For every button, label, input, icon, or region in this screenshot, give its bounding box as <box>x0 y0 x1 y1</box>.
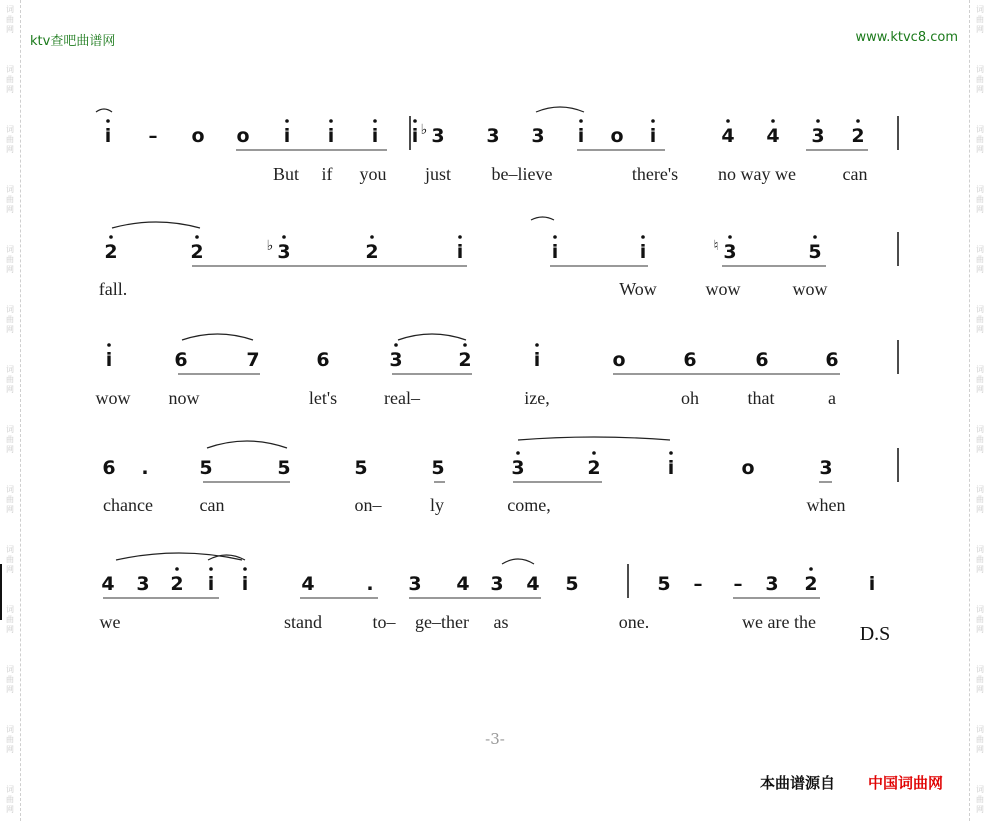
lyric-word: can <box>842 164 868 184</box>
octave-dot <box>809 567 813 571</box>
octave-dot <box>651 119 655 123</box>
note-digit: 2 <box>458 349 472 371</box>
slur-arc <box>182 334 253 340</box>
note-digit: 5 <box>808 241 822 263</box>
octave-dot <box>413 119 417 123</box>
slur-arc <box>502 559 534 564</box>
note-digit: 2 <box>170 573 184 595</box>
note-digit: 2 <box>104 241 118 263</box>
note-digit: 5 <box>277 457 291 479</box>
lyric-word: ly <box>429 495 445 515</box>
dotted-note: . <box>366 573 374 595</box>
note-digit: i <box>551 241 559 263</box>
note-digit: 6 <box>825 349 839 371</box>
side-watermark: 词 曲 网 <box>6 485 14 514</box>
slur-arc <box>96 109 112 112</box>
lyric-word: stand <box>284 612 322 632</box>
note-digit: 3 <box>431 125 445 147</box>
lyric-word: wow <box>705 279 741 299</box>
side-watermark: 词 曲 网 <box>976 725 984 754</box>
lyric-word: if <box>321 164 333 184</box>
octave-dot <box>106 119 110 123</box>
lyric-word: fall. <box>98 279 128 299</box>
side-watermark: 词 曲 网 <box>6 725 14 754</box>
note-digit: 3 <box>277 241 291 263</box>
note-digit: 5 <box>657 573 671 595</box>
octave-dot <box>243 567 247 571</box>
octave-dot <box>641 235 645 239</box>
note-digit: i <box>411 125 419 147</box>
note-digit: 4 <box>721 125 735 147</box>
side-watermark: 词 曲 网 <box>6 5 14 34</box>
lyric-word: you <box>359 164 387 184</box>
note-digit: i <box>868 573 876 595</box>
side-watermark: 词 曲 网 <box>6 785 14 814</box>
note-digit: – <box>148 126 158 147</box>
note-digit: o <box>610 125 624 147</box>
note-digit: i <box>577 125 585 147</box>
slur-arc <box>536 107 584 112</box>
side-watermark: 词 曲 网 <box>6 245 14 274</box>
lyric-word: chance <box>103 495 153 515</box>
lyric-word: ize, <box>524 388 550 408</box>
note-digit: 2 <box>804 573 818 595</box>
slur-arc <box>116 553 242 560</box>
note-digit: 2 <box>190 241 204 263</box>
side-watermark: 词 曲 网 <box>976 65 984 94</box>
note-digit: o <box>191 125 205 147</box>
lyric-word: wow <box>792 279 828 299</box>
ds-mark: D.S <box>859 623 891 645</box>
accidental-sign: ♮ <box>713 238 719 254</box>
note-digit: i <box>649 125 657 147</box>
slur-arc <box>207 441 287 448</box>
lyric-word: a <box>828 388 836 408</box>
side-watermark: 词 曲 网 <box>6 365 14 394</box>
note-digit: 6 <box>683 349 697 371</box>
octave-dot <box>370 235 374 239</box>
lyric-word: just <box>424 164 452 184</box>
side-watermark: 词 曲 网 <box>976 125 984 154</box>
note-digit: 2 <box>365 241 379 263</box>
lyric-word: oh <box>681 388 699 408</box>
note-digit: o <box>612 349 626 371</box>
lyric-word: But <box>272 164 300 184</box>
side-watermark: 词 曲 网 <box>976 665 984 694</box>
side-watermark: 词 曲 网 <box>6 125 14 154</box>
lyric-word: there's <box>631 164 679 184</box>
octave-dot <box>516 451 520 455</box>
side-watermark: 词 曲 网 <box>976 785 984 814</box>
side-watermark: 词 曲 网 <box>976 305 984 334</box>
note-digit: – <box>733 574 743 595</box>
lyric-word: no way we <box>718 164 796 184</box>
note-digit: 2 <box>851 125 865 147</box>
note-digit: 6 <box>316 349 330 371</box>
note-digit: i <box>241 573 249 595</box>
note-digit: i <box>207 573 215 595</box>
octave-dot <box>463 343 467 347</box>
side-watermark: 词 曲 网 <box>6 425 14 454</box>
note-digit: 3 <box>531 125 545 147</box>
lyric-word: wow <box>95 388 131 408</box>
lyric-word: to– <box>372 612 396 632</box>
octave-dot <box>856 119 860 123</box>
site-name-header: ktv查吧曲谱网 <box>30 34 116 49</box>
octave-dot <box>816 119 820 123</box>
octave-dot <box>579 119 583 123</box>
note-digit: 4 <box>526 573 540 595</box>
note-digit: 5 <box>565 573 579 595</box>
octave-dot <box>458 235 462 239</box>
octave-dot <box>394 343 398 347</box>
octave-dot <box>771 119 775 123</box>
source-label: 本曲谱源自 <box>760 774 836 792</box>
lyric-word: we <box>99 612 121 632</box>
note-digit: 4 <box>766 125 780 147</box>
lyric-word: can <box>199 495 225 515</box>
source-site-name: 中国词曲网 <box>868 774 944 792</box>
note-digit: 2 <box>587 457 601 479</box>
note-digit: i <box>327 125 335 147</box>
page-number: -3- <box>485 730 505 748</box>
note-digit: 4 <box>301 573 315 595</box>
note-digit: i <box>456 241 464 263</box>
octave-dot <box>373 119 377 123</box>
note-digit: i <box>104 125 112 147</box>
side-watermark: 词 曲 网 <box>6 665 14 694</box>
lyric-word: let's <box>308 388 338 408</box>
octave-dot <box>553 235 557 239</box>
note-digit: 3 <box>723 241 737 263</box>
octave-dot <box>592 451 596 455</box>
lyric-word: as <box>493 612 509 632</box>
dotted-note: . <box>141 457 149 479</box>
slur-arc <box>518 437 670 440</box>
lyric-word: on– <box>354 495 382 515</box>
lyric-word: ge–ther <box>415 612 469 632</box>
side-watermark: 词 曲 网 <box>976 365 984 394</box>
slur-arc <box>112 222 200 228</box>
side-watermark: 词 曲 网 <box>976 185 984 214</box>
octave-dot <box>329 119 333 123</box>
octave-dot <box>669 451 673 455</box>
lyric-word: that <box>747 388 775 408</box>
octave-dot <box>107 343 111 347</box>
side-watermark: 词 曲 网 <box>976 425 984 454</box>
octave-dot <box>209 567 213 571</box>
lyric-word: come, <box>507 495 551 515</box>
note-digit: 3 <box>819 457 833 479</box>
note-digit: i <box>283 125 291 147</box>
note-digit: – <box>693 574 703 595</box>
slur-arc <box>398 334 466 340</box>
side-watermark: 词 曲 网 <box>976 5 984 34</box>
lyric-word: now <box>168 388 200 408</box>
side-watermark: 词 曲 网 <box>6 305 14 334</box>
note-digit: 3 <box>490 573 504 595</box>
note-digit: i <box>667 457 675 479</box>
note-digit: 6 <box>102 457 116 479</box>
note-digit: i <box>639 241 647 263</box>
note-digit: 3 <box>511 457 525 479</box>
octave-dot <box>195 235 199 239</box>
note-digit: o <box>236 125 250 147</box>
side-watermark: 词 曲 网 <box>6 65 14 94</box>
note-digit: 6 <box>174 349 188 371</box>
lyric-word: be–lieve <box>491 164 553 184</box>
octave-dot <box>175 567 179 571</box>
note-digit: 6 <box>755 349 769 371</box>
octave-dot <box>728 235 732 239</box>
accidental-sign: ♭ <box>420 122 428 138</box>
note-digit: 3 <box>486 125 500 147</box>
octave-dot <box>285 119 289 123</box>
slur-arc <box>531 217 554 220</box>
note-digit: 7 <box>246 349 260 371</box>
lyric-word: when <box>806 495 846 515</box>
side-watermark: 词 曲 网 <box>976 545 984 574</box>
lyric-word: one. <box>618 612 650 632</box>
note-digit: 3 <box>408 573 422 595</box>
octave-dot <box>282 235 286 239</box>
octave-dot <box>726 119 730 123</box>
note-digit: 5 <box>354 457 368 479</box>
octave-dot <box>109 235 113 239</box>
note-digit: o <box>741 457 755 479</box>
note-digit: i <box>371 125 379 147</box>
note-digit: 4 <box>456 573 470 595</box>
side-watermark: 词 曲 网 <box>976 245 984 274</box>
side-watermark: 词 曲 网 <box>6 185 14 214</box>
lyric-word: we are the <box>742 612 816 632</box>
note-digit: 5 <box>199 457 213 479</box>
note-digit: 5 <box>431 457 445 479</box>
note-digit: 3 <box>811 125 825 147</box>
accidental-sign: ♭ <box>266 238 274 254</box>
note-digit: 3 <box>136 573 150 595</box>
side-watermark: 词 曲 网 <box>6 545 14 574</box>
octave-dot <box>535 343 539 347</box>
site-url-header: www.ktvc8.com <box>855 30 958 45</box>
lyric-word: Wow <box>619 279 657 299</box>
note-digit: 3 <box>389 349 403 371</box>
side-watermark: 词 曲 网 <box>976 605 984 634</box>
note-digit: 4 <box>101 573 115 595</box>
note-digit: 3 <box>765 573 779 595</box>
note-digit: i <box>105 349 113 371</box>
octave-dot <box>813 235 817 239</box>
side-watermark: 词 曲 网 <box>976 485 984 514</box>
side-watermark: 词 曲 网 <box>6 605 14 634</box>
lyric-word: real– <box>384 388 420 408</box>
note-digit: i <box>533 349 541 371</box>
